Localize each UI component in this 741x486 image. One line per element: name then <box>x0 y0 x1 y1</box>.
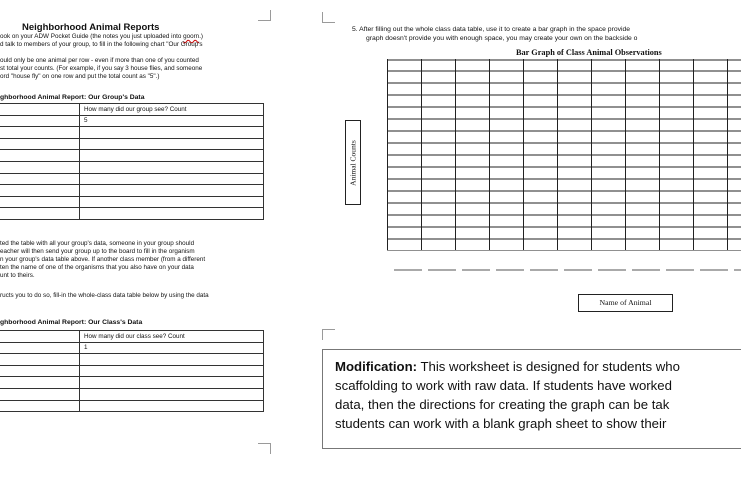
count-cell[interactable] <box>80 208 264 220</box>
rule-line-2: st total your counts. (For example, if you say 3 house flies, and someone <box>0 65 203 72</box>
count-cell[interactable] <box>80 138 264 150</box>
table-row <box>0 354 264 366</box>
count-cell[interactable] <box>80 173 264 185</box>
animal-cell[interactable] <box>0 354 80 366</box>
xlabel-box: Name of Animal <box>578 294 673 312</box>
count-cell[interactable]: 5 <box>80 115 264 127</box>
count-cell[interactable]: 1 <box>80 342 264 354</box>
after-line-4: ten the name of one of the organisms that you also have on your data <box>0 264 194 271</box>
animal-cell[interactable] <box>0 115 80 127</box>
worksheet-title: Neighborhood Animal Reports <box>22 22 160 33</box>
crop-mark-bottom-right <box>258 443 271 454</box>
table-row <box>0 185 264 197</box>
crop-mark-top-left <box>322 12 335 23</box>
crop-mark-mid-left <box>322 329 335 340</box>
header-cell-animal <box>0 104 80 116</box>
count-cell[interactable] <box>80 161 264 173</box>
table-row <box>0 365 264 377</box>
count-cell[interactable] <box>80 377 264 389</box>
header-cell-count: How many did our group see? Count <box>80 104 264 116</box>
table-row <box>0 127 264 139</box>
count-cell[interactable] <box>80 127 264 139</box>
count-cell[interactable] <box>80 354 264 366</box>
modification-line-3: data, then the directions for creating the graph can be tak <box>335 397 670 412</box>
animal-cell[interactable] <box>0 388 80 400</box>
table-row <box>0 208 264 220</box>
graph-title: Bar Graph of Class Animal Observations <box>516 48 662 57</box>
graph-grid[interactable] <box>387 59 741 251</box>
intro-line-1-end: .) <box>199 33 204 40</box>
after-line-2: eacher will then send your group up to the board to fill in the organism <box>0 248 195 255</box>
after-line-5: unt to theirs. <box>0 272 35 279</box>
table-row <box>0 388 264 400</box>
ylabel: Animal Counts <box>348 139 358 186</box>
table-row <box>0 161 264 173</box>
animal-cell[interactable] <box>0 150 80 162</box>
group-table-title: ghborhood Animal Report: Our Group's Data <box>0 94 145 101</box>
modification-line-4: students can work with a blank graph sheet to show their <box>335 416 667 431</box>
modification-line-2: scaffolding to work with raw data. If students have worked <box>335 378 672 393</box>
header-cell-animal <box>0 331 80 343</box>
modification-label: Modification: <box>335 359 418 374</box>
flagged-word: goorn <box>183 33 200 40</box>
class-table-title: ghborhood Animal Report: Our Class's Data <box>0 319 143 326</box>
animal-cell[interactable] <box>0 342 80 354</box>
count-cell[interactable] <box>80 185 264 197</box>
intro-line-1 <box>0 33 203 41</box>
table-row <box>0 400 264 412</box>
class-data-table <box>0 330 264 412</box>
animal-cell[interactable] <box>0 173 80 185</box>
animal-cell[interactable] <box>0 400 80 412</box>
table-header-row <box>0 331 264 343</box>
ylabel-box <box>345 120 361 205</box>
header-cell-count: How many did our class see? Count <box>80 331 264 343</box>
count-cell[interactable] <box>80 196 264 208</box>
animal-cell[interactable] <box>0 127 80 139</box>
rule-line-3: ord "house fly" on one row and put the total count as "5".) <box>0 73 160 80</box>
intro-line-1-text: ook on your ADW Pocket Guide (the notes you just uploaded into <box>0 33 184 40</box>
table-row <box>0 115 264 127</box>
after-line-3: n your group's data table above. If another class member (from a different <box>0 256 206 263</box>
after-line-1: ted the table with all your group's data, someone in your group should <box>0 240 195 247</box>
table-header-row <box>0 104 264 116</box>
animal-cell[interactable] <box>0 138 80 150</box>
animal-cell[interactable] <box>0 208 80 220</box>
rule-line-1: ould only be one animal per row - even if more than one of you counted <box>0 57 199 64</box>
table-row <box>0 342 264 354</box>
step-5-line-2: graph doesn't provide you with enough space, you may create your own on the backside o <box>366 35 638 42</box>
modification-line-1 <box>335 358 680 376</box>
instruct-line: ructs you to do so, fill-in the whole-class data table below by using the data <box>0 292 209 299</box>
table-row <box>0 138 264 150</box>
animal-cell[interactable] <box>0 365 80 377</box>
count-cell[interactable] <box>80 365 264 377</box>
step-5-line-1: 5. After filling out the whole class data table, use it to create a bar graph in the space provide <box>352 26 631 33</box>
group-data-table <box>0 103 264 220</box>
animal-cell[interactable] <box>0 377 80 389</box>
table-row <box>0 196 264 208</box>
modification-text-1: This worksheet is designed for students who <box>417 359 680 374</box>
modification-note <box>322 349 741 449</box>
count-cell[interactable] <box>80 400 264 412</box>
count-cell[interactable] <box>80 388 264 400</box>
table-row <box>0 150 264 162</box>
name-blanks <box>392 268 741 272</box>
animal-cell[interactable] <box>0 196 80 208</box>
table-row <box>0 173 264 185</box>
count-cell[interactable] <box>80 150 264 162</box>
animal-cell[interactable] <box>0 185 80 197</box>
table-row <box>0 377 264 389</box>
intro-line-2: d talk to members of your group, to fill in the following chart "Our Group's <box>0 41 203 48</box>
animal-cell[interactable] <box>0 161 80 173</box>
crop-mark-top-right <box>258 10 271 21</box>
